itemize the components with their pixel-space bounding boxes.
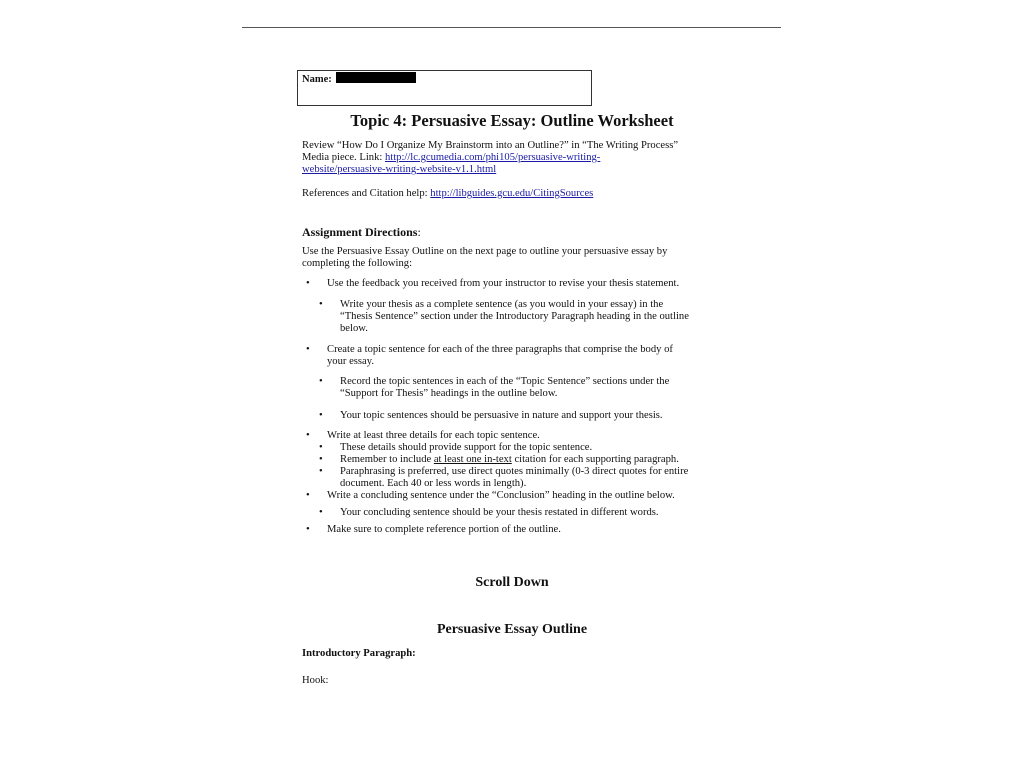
assignment-directions-heading: Assignment Directions: [302,225,421,239]
page-top-rule [242,27,781,28]
directions-intro [302,246,727,270]
introductory-paragraph-label: Introductory Paragraph: [302,648,416,659]
scroll-down-heading: Scroll Down [475,575,549,590]
review-line-1: Review “How Do I Organize My Brainstorm into an Outline?” in “The Writing Process” [302,140,679,151]
bullet-icon: • [319,454,323,465]
name-label: Name: [302,74,332,85]
review-line-2-prefix: Media piece. Link: [302,152,385,163]
bullet-icon: • [306,524,310,535]
bullet-icon: • [306,430,310,441]
bullet-icon: • [319,442,323,453]
bullet-icon: • [319,507,323,518]
bullet-icon: • [306,490,310,501]
directions-intro-line-1: Use the Persuasive Essay Outline on the next page to outline your persuasive essay by [302,246,668,257]
name-redaction [336,72,416,83]
worksheet-title: Topic 4: Persuasive Essay: Outline Worksheet [350,111,674,130]
bullet-icon: • [319,376,323,387]
review-line-3 [302,164,727,176]
writing-process-link-cont[interactable]: website/persuasive-writing-website-v1.1.html [302,164,497,175]
outline-title: Persuasive Essay Outline [436,622,588,637]
name-field-box[interactable] [297,70,592,106]
references-line [302,188,727,200]
hook-label: Hook: [302,675,329,686]
bullet-icon: • [319,466,323,477]
writing-process-link[interactable]: http://lc.gcumedia.com/phi105/persuasive-writing- [384,152,601,163]
bullet-icon: • [319,299,323,310]
citing-sources-link[interactable]: http://libguides.gcu.edu/CitingSources [430,188,594,199]
bullet-icon: • [319,410,323,421]
review-line-2 [302,152,727,164]
directions-intro-line-2: completing the following: [302,258,413,269]
bullet-icon: • [306,278,310,289]
review-paragraph [302,140,727,176]
references-prefix: References and Citation help: [302,188,431,199]
bullet-icon: • [306,344,310,355]
